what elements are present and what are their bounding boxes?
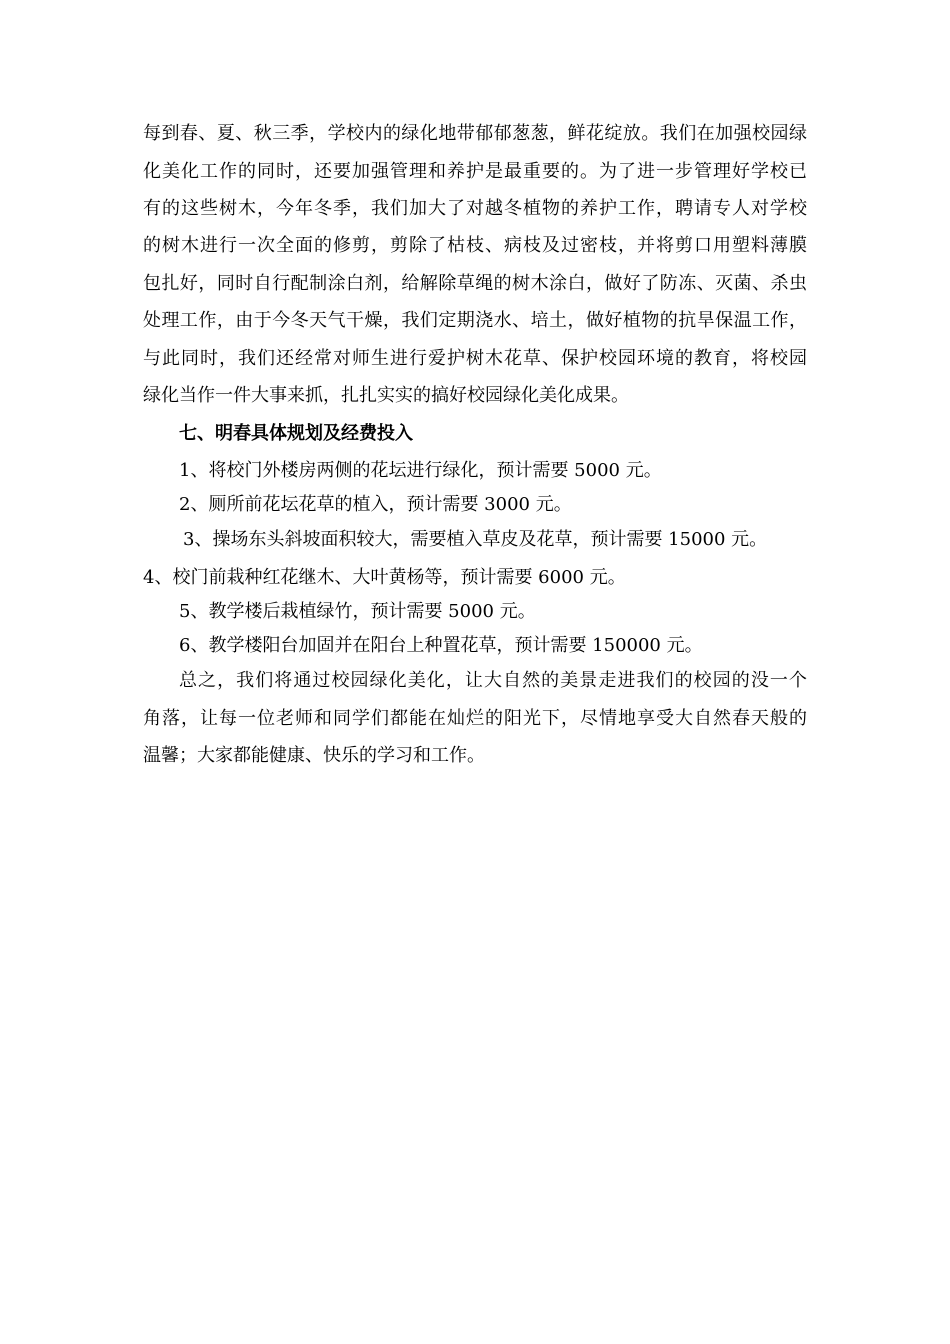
list-item: 4、校门前栽种红花继木、大叶黄杨等，预计需要 6000 元。	[143, 567, 626, 588]
paragraph-line: 包扎好，同时自行配制涂白剂，给解除草绳的树木涂白，做好了防冻、灭菌、杀虫	[143, 273, 807, 294]
list-item: 1、将校门外楼房两侧的花坛进行绿化，预计需要 5000 元。	[179, 460, 662, 481]
list-item: 6、教学楼阳台加固并在阳台上种置花草，预计需要 150000 元。	[179, 635, 703, 656]
list-item: 2、厕所前花坛花草的植入，预计需要 3000 元。	[179, 494, 572, 515]
paragraph-line: 的树木进行一次全面的修剪，剪除了枯枝、病枝及过密枝，并将剪口用塑料薄膜	[143, 235, 807, 256]
paragraph-line: 绿化当作一件大事来抓，扎扎实实的搞好校园绿化美化成果。	[143, 385, 629, 406]
list-item: 3、操场东头斜坡面积较大，需要植入草皮及花草，预计需要 15000 元。	[183, 529, 768, 550]
list-item: 5、教学楼后栽植绿竹，预计需要 5000 元。	[179, 601, 536, 622]
paragraph-line: 处理工作，由于今冬天气干燥，我们定期浇水、培土，做好植物的抗旱保温工作，	[143, 310, 807, 331]
paragraph-line: 总之，我们将通过校园绿化美化，让大自然的美景走进我们的校园的没一个	[179, 670, 807, 691]
paragraph-line: 与此同时，我们还经常对师生进行爱护树木花草、保护校园环境的教育，将校园	[143, 348, 807, 369]
paragraph-line: 每到春、夏、秋三季，学校内的绿化地带郁郁葱葱，鲜花绽放。我们在加强校园绿	[143, 123, 807, 144]
section-heading: 七、明春具体规划及经费投入	[179, 423, 413, 444]
paragraph-line: 有的这些树木，今年冬季，我们加大了对越冬植物的养护工作，聘请专人对学校	[143, 198, 807, 219]
paragraph-line: 温馨；大家都能健康、快乐的学习和工作。	[143, 745, 485, 766]
paragraph-line: 化美化工作的同时，还要加强管理和养护是最重要的。为了进一步管理好学校已	[143, 161, 807, 182]
paragraph-line: 角落，让每一位老师和同学们都能在灿烂的阳光下，尽情地享受大自然春天般的	[143, 708, 807, 729]
